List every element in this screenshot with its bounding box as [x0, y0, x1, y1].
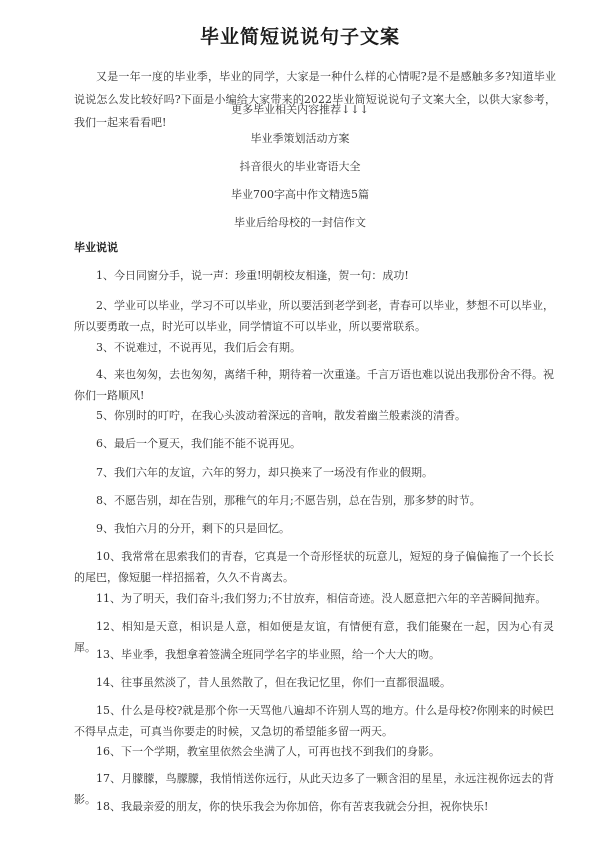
- list-item: 14、往事虽然淡了，昔人虽然散了，但在我记忆里，你们一直都很温暖。: [96, 676, 451, 689]
- related-link-2[interactable]: 抖音很火的毕业寄语大全: [239, 160, 361, 173]
- list-item: 6、最后一个夏天，我们能不能不说再见。: [96, 437, 301, 450]
- list-item: 12、相知是天意，相识是人意，相如便是友谊，有情便有意，我们能聚在一起，因为心有灵犀。: [74, 620, 554, 654]
- related-links-header: 更多毕业相关内容推荐↓↓↓: [231, 103, 369, 116]
- list-item: 9、我怕六月的分开，剩下的只是回忆。: [96, 522, 290, 535]
- page-title: 毕业简短说说句子文案: [199, 26, 400, 48]
- list-item: 16、下一个学期，教室里依然会坐满了人，可再也找不到我们的身影。: [96, 745, 440, 758]
- section-heading: 毕业说说: [74, 241, 118, 254]
- list-item: 18、我最亲爱的朋友，你的快乐我会为你加倍，你有苦衷我就会分担，祝你快乐!: [96, 800, 489, 813]
- list-item: 17、月朦朦，鸟朦朦，我悄悄送你远行，从此天边多了一颗含泪的星星，永远注视你远去的背影。: [74, 772, 554, 806]
- list-item: 13、毕业季，我想拿着签满全班同学名字的毕业照，给一个大大的吻。: [96, 648, 440, 661]
- list-item: 15、什么是母校?就是那个你一天骂他八遍却不许别人骂的地方。什么是母校?你刚来的时候巴不得早点走，可真当你要走的时候，又急切的希望能多留一两天。: [74, 704, 554, 738]
- list-item: 3、不说难过，不说再见，我们后会有期。: [96, 341, 301, 354]
- list-item: 11、为了明天，我们奋斗;我们努力;不甘放弃，相信奇迹。没人愿意把六年的辛苦瞬间抛弃。: [96, 592, 547, 605]
- list-item: 5、你別时的叮咛，在我心头波动着深远的音响，散发着幽兰般素淡的清香。: [96, 409, 466, 422]
- list-item: 4、来也匆匆，去也匆匆，离绪千种，期待着一次重逢。千言万语也难以说出我那份舍不得。祝你们一路顺风!: [74, 368, 554, 402]
- list-item: 10、我常常在思索我们的青春，它真是一个奇形怪状的玩意儿，短短的身子偏偏拖了一个长长的尾巴，像短腿一样招摇着，久久不肯离去。: [74, 550, 554, 584]
- list-item: 2、学业可以毕业，学习不可以毕业，所以要活到老学到老，青春可以毕业，梦想不可以毕业，所以要勇敢一点，时光可以毕业，同学情谊不可以毕业，所以要常联系。: [74, 299, 554, 333]
- list-item: 1、今日同窗分手，说一声：珍重!明朝校友相逢，贺一句：成功!: [96, 269, 409, 282]
- intro-paragraph: 又是一年一度的毕业季，毕业的同学，大家是一种什么样的心情呢?是不是感触多多?知道毕业说说怎么发比较好吗?下面是小编给大家带来的2022毕业简短说说句子文案大全，以供大家参考，我们一起来看看吧!: [74, 70, 556, 129]
- list-item: 7、我们六年的友谊，六年的努力，却只换来了一场没有作业的假期。: [96, 466, 433, 479]
- related-link-3[interactable]: 毕业700字高中作文精选5篇: [231, 188, 369, 201]
- related-link-4[interactable]: 毕业后给母校的一封信作文: [234, 216, 366, 229]
- list-item: 8、不愿告别，却在告别，那稚气的年月;不愿告别，总在告别，那多梦的时节。: [96, 494, 481, 507]
- related-link-1[interactable]: 毕业季策划活动方案: [250, 132, 350, 145]
